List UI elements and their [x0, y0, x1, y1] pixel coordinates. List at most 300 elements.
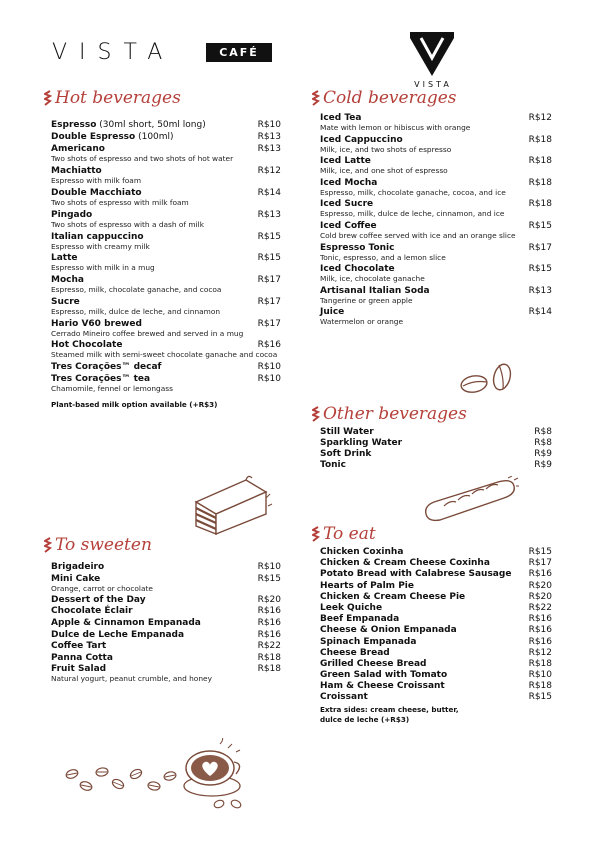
item-price: R$17: [257, 296, 281, 307]
item-price: R$17: [528, 242, 552, 253]
item-name: [51, 595, 146, 605]
menu-item-row: [320, 547, 552, 557]
menu-item-row: [51, 120, 281, 130]
emblem-label: VISTA: [414, 80, 452, 89]
menu-item-row: [320, 637, 552, 647]
item-price: R$20: [528, 580, 552, 591]
item-price: R$10: [528, 670, 552, 681]
menu-item-cheese-bread: [320, 648, 552, 658]
item-name-text: Spinach Empanada: [320, 636, 417, 647]
item-price: R$16: [528, 569, 552, 580]
menu-item-ham-cheese-croissant: [320, 681, 552, 691]
menu-item-dulce-de-leche-empanada: [51, 630, 281, 640]
menu-item-row: [320, 113, 552, 123]
menu-item-row: [51, 275, 281, 285]
menu-item-row: [51, 641, 281, 651]
item-description: Two shots of espresso and two shots of hot water: [51, 154, 234, 164]
item-price: R$18: [528, 177, 552, 188]
item-name-text: Chicken & Cream Cheese Pie: [320, 591, 466, 602]
menu-item-tres-cora-es-decaf: [51, 362, 281, 372]
menu-item-row: [51, 562, 281, 572]
item-name: [320, 659, 427, 669]
item-price: R$18: [528, 134, 552, 145]
item-description: Natural yogurt, peanut crumble, and honey: [51, 674, 212, 684]
item-name: [51, 253, 78, 263]
item-name: [51, 297, 80, 307]
menu-item-tres-cora-es-tea: [51, 374, 281, 394]
item-name: [320, 178, 377, 188]
item-description: Cerrado Mineiro coffee brewed and served in a mug: [51, 328, 244, 338]
menu-item-iced-mocha: [320, 178, 552, 198]
menu-item-iced-latte: [320, 156, 552, 176]
section-title-text: To eat: [323, 524, 376, 544]
item-price: R$18: [257, 664, 281, 675]
menu-item-espresso-tonic: [320, 243, 552, 263]
menu-item-row: [51, 653, 281, 663]
item-name-text: Americano: [51, 144, 105, 155]
item-price: R$18: [528, 156, 552, 167]
coffee-beans-icon: [64, 764, 184, 796]
item-price: R$8: [534, 438, 552, 448]
item-name-text: Double Espresso: [51, 132, 136, 143]
item-name: [51, 166, 102, 176]
menu-item-row: [320, 427, 552, 437]
menu-item-row: [51, 362, 281, 372]
menu-item-sucre: [51, 297, 281, 317]
hot-section-title: [44, 88, 181, 108]
menu-item-iced-cappuccino: [320, 135, 552, 155]
item-name-text: Chicken & Cream Cheese Coxinha: [320, 558, 490, 569]
item-name-text: Machiatto: [51, 166, 102, 177]
item-name-text: Iced Sucre: [320, 199, 374, 210]
item-name: [320, 648, 390, 658]
menu-item-row: [51, 630, 281, 640]
menu-item-fruit-salad: [51, 664, 281, 684]
menu-item-row: [320, 438, 552, 448]
item-name: [320, 637, 416, 647]
item-name: [320, 547, 403, 557]
item-name: [51, 340, 122, 350]
item-name: [320, 460, 346, 470]
item-name: [51, 641, 106, 651]
menu-item-grilled-cheese-bread: [320, 659, 552, 669]
item-name: [320, 681, 445, 691]
menu-item-machiatto: [51, 166, 281, 186]
menu-item-row: [320, 264, 552, 274]
menu-item-row: [51, 166, 281, 176]
item-price: R$18: [257, 652, 281, 663]
menu-item-tonic: [320, 460, 552, 470]
item-description: Tangerine or green apple: [320, 295, 413, 305]
menu-item-row: [51, 618, 281, 628]
menu-item-iced-chocolate: [320, 264, 552, 284]
menu-item-sparkling-water: [320, 438, 552, 448]
item-name-text: Mocha: [51, 275, 84, 286]
item-name-text: Double Macchiato: [51, 187, 142, 198]
item-price: R$15: [257, 231, 281, 242]
item-name: [51, 606, 133, 616]
menu-item-green-salad-with-tomato: [320, 670, 552, 680]
menu-item-iced-coffee: [320, 221, 552, 241]
menu-item-potato-bread-with-calabrese-sausage: [320, 569, 552, 579]
item-name-text: Tonic: [320, 460, 346, 470]
item-name: [320, 307, 344, 317]
item-description: Espresso, milk, dulce de leche, and cinnamon: [51, 306, 221, 316]
item-price: R$16: [528, 636, 552, 647]
item-name-text: Ham & Cheese Croissant: [320, 681, 445, 692]
item-name-text: Dulce de Leche Empanada: [51, 629, 185, 640]
sweet-list: [51, 562, 281, 686]
menu-item-row: [320, 135, 552, 145]
menu-item-row: [51, 664, 281, 674]
latte-art-cup-icon: [180, 738, 250, 802]
item-name: [320, 427, 374, 437]
menu-item-row: [320, 286, 552, 296]
item-price: R$18: [528, 681, 552, 692]
item-description: Tonic, espresso, and a lemon slice: [320, 252, 446, 262]
item-name: [51, 562, 104, 572]
item-name-text: Iced Cappuccino: [320, 134, 403, 145]
item-price: R$16: [528, 614, 552, 625]
item-name-text: Potato Bread with Calabrese Sausage: [320, 569, 512, 580]
item-name: [320, 243, 394, 253]
item-name: [51, 144, 105, 154]
item-name: [320, 264, 395, 274]
item-name-text: Italian cappuccino: [51, 231, 144, 242]
item-name-text: Pingado: [51, 209, 93, 220]
item-price: R$18: [528, 199, 552, 210]
menu-item-iced-tea: [320, 113, 552, 133]
menu-item-croissant: [320, 692, 552, 702]
menu-item-row: [320, 156, 552, 166]
item-price: R$14: [257, 187, 281, 198]
menu-item-leek-quiche: [320, 603, 552, 613]
menu-item-row: [320, 692, 552, 702]
item-price: R$8: [534, 427, 552, 437]
item-name-text: Iced Latte: [320, 156, 371, 167]
item-name: [51, 132, 174, 142]
eat-list: [320, 547, 552, 725]
item-description: Espresso with milk in a mug: [51, 263, 155, 273]
menu-item-espresso: [51, 120, 281, 130]
item-name-text: Brigadeiro: [51, 562, 105, 572]
item-price: R$22: [257, 641, 281, 652]
item-name: [51, 653, 113, 663]
section-title-text: Other beverages: [323, 404, 467, 424]
item-name: [51, 232, 144, 242]
item-description: Milk, ice, chocolate ganache: [320, 274, 425, 284]
item-name: [51, 630, 184, 640]
menu-item-americano: [51, 144, 281, 164]
menu-item-dessert-of-the-day: [51, 595, 281, 605]
item-price: R$17: [528, 558, 552, 569]
menu-item-row: [51, 606, 281, 616]
menu-item-row: [51, 374, 281, 384]
menu-item-chocolate-clair: [51, 606, 281, 616]
other-section-title: [312, 404, 467, 424]
coffee-beans-icon: [458, 362, 520, 396]
item-name-text: Espresso: [51, 120, 97, 130]
menu-item-apple-cinnamon-empanada: [51, 618, 281, 628]
menu-item-iced-sucre: [320, 199, 552, 219]
item-name: [51, 618, 201, 628]
item-name-text: Fruit Salad: [51, 664, 107, 675]
item-price: R$15: [257, 573, 281, 584]
section-title-text: Cold beverages: [323, 88, 457, 108]
item-name: [51, 275, 84, 285]
menu-item-row: [320, 681, 552, 691]
item-name-text: Beef Empanada: [320, 614, 400, 625]
item-name: [320, 199, 373, 209]
section-mark-icon: [44, 537, 52, 553]
item-price: R$16: [257, 629, 281, 640]
menu-item-row: [320, 178, 552, 188]
item-description: Two shots of espresso with milk foam: [51, 197, 189, 207]
item-name: [320, 438, 402, 448]
menu-item-artisanal-italian-soda: [320, 286, 552, 306]
menu-item-juice: [320, 307, 552, 327]
menu-item-hearts-of-palm-pie: [320, 581, 552, 591]
menu-item-hot-chocolate: [51, 340, 281, 360]
section-title-text: To sweeten: [55, 535, 152, 555]
item-name: [320, 221, 377, 231]
item-name: [51, 664, 106, 674]
item-price: R$16: [257, 617, 281, 628]
item-name: [320, 135, 403, 145]
coffee-beans-icon: [212, 796, 246, 812]
item-name-text: Panna Cotta: [51, 652, 113, 663]
item-description: Mate with lemon or hibiscus with orange: [320, 123, 471, 132]
cold-section-title: [312, 88, 457, 108]
item-price: R$17: [257, 318, 281, 329]
section-mark-icon: [312, 406, 320, 422]
item-price: R$10: [257, 562, 281, 572]
hot-beverages-list: [51, 120, 281, 410]
item-name-text: Leek Quiche: [320, 602, 383, 613]
item-price: R$10: [257, 120, 281, 130]
item-name: [51, 210, 92, 220]
item-name-text: Tres Corações™ decaf: [51, 362, 162, 373]
item-name-text: Iced Coffee: [320, 220, 377, 231]
item-description: Watermelon or orange: [320, 317, 403, 327]
menu-item-row: [51, 297, 281, 307]
item-name-text: Dessert of the Day: [51, 594, 146, 605]
item-price: R$9: [534, 460, 552, 470]
menu-item-row: [320, 592, 552, 602]
item-name-text: Hot Chocolate: [51, 340, 123, 351]
menu-item-row: [320, 614, 552, 624]
menu-item-coffee-tart: [51, 641, 281, 651]
menu-item-latte: [51, 253, 281, 273]
item-name-text: Latte: [51, 253, 78, 264]
item-price: R$15: [528, 692, 552, 703]
item-description: Two shots of espresso with a dash of milk: [51, 219, 204, 229]
menu-item-row: [51, 132, 281, 142]
cafe-label: CAFÉ: [206, 43, 272, 62]
item-description: Milk, ice, and two shots of espresso: [320, 144, 452, 154]
menu-item-chicken-cream-cheese-coxinha: [320, 558, 552, 568]
menu-item-row: [51, 574, 281, 584]
menu-item-row: [51, 319, 281, 329]
item-name: [320, 581, 414, 591]
menu-item-row: [320, 460, 552, 470]
item-price: R$15: [257, 253, 281, 264]
item-price: R$12: [528, 113, 552, 123]
menu-item-row: [320, 199, 552, 209]
item-name-text: Iced Tea: [320, 113, 362, 123]
item-name: [320, 603, 382, 613]
menu-item-row: [320, 221, 552, 231]
item-name-text: Sparkling Water: [320, 438, 403, 448]
item-name: [320, 592, 465, 602]
item-name: [320, 449, 371, 459]
menu-item-panna-cotta: [51, 653, 281, 663]
item-name: [51, 362, 161, 372]
item-description: Steamed milk with semi-sweet chocolate ganache and cocoa: [51, 350, 278, 360]
menu-item-italian-cappuccino: [51, 232, 281, 252]
item-price: R$9: [534, 449, 552, 459]
item-price: R$16: [257, 340, 281, 351]
item-name-text: Soft Drink: [320, 449, 372, 459]
menu-item-double-macchiato: [51, 188, 281, 208]
cake-slice-icon: [190, 474, 276, 536]
item-name: [320, 286, 430, 296]
section-mark-icon: [312, 526, 320, 542]
menu-item-row: [320, 670, 552, 680]
menu-item-spinach-empanada: [320, 637, 552, 647]
item-price: R$20: [528, 591, 552, 602]
item-name: [320, 625, 457, 635]
item-name: [320, 113, 361, 123]
item-name: [51, 319, 142, 329]
item-price: R$22: [528, 602, 552, 613]
cold-beverages-list: [320, 113, 552, 329]
item-description: Espresso, milk, chocolate ganache, cocoa, and ice: [320, 187, 506, 197]
item-price: R$20: [257, 594, 281, 605]
menu-item-row: [51, 232, 281, 242]
item-name-text: Hario V60 brewed: [51, 318, 142, 329]
menu-item-chicken-coxinha: [320, 547, 552, 557]
item-description: Cold brew coffee served with ice and an orange slice: [320, 230, 516, 240]
item-name-text: Chicken Coxinha: [320, 547, 404, 557]
item-name: [320, 558, 490, 568]
item-price: R$13: [528, 285, 552, 296]
menu-item-pingado: [51, 210, 281, 230]
menu-item-row: [320, 558, 552, 568]
item-name: [51, 374, 150, 384]
section-mark-icon: [44, 90, 52, 106]
menu-item-row: [320, 659, 552, 669]
item-name-text: Artisanal Italian Soda: [320, 285, 430, 296]
item-description: Espresso, milk, chocolate ganache, and cocoa: [51, 285, 222, 295]
item-price: R$15: [528, 547, 552, 557]
other-beverages-list: [320, 427, 552, 471]
item-price: R$12: [528, 647, 552, 658]
item-name-text: Green Salad with Tomato: [320, 670, 448, 681]
menu-item-row: [51, 595, 281, 605]
menu-item-hario-v60-brewed: [51, 319, 281, 339]
section-title-text: Hot beverages: [55, 88, 181, 108]
menu-item-row: [51, 210, 281, 220]
item-description: Espresso with creamy milk: [51, 241, 150, 251]
item-name-text: Cheese Bread: [320, 647, 390, 658]
item-name-text: Juice: [320, 307, 345, 318]
item-name: [320, 614, 399, 624]
menu-item-row: [320, 569, 552, 579]
menu-item-mocha: [51, 275, 281, 295]
menu-item-row: [320, 648, 552, 658]
item-price: R$14: [528, 307, 552, 318]
item-name: [320, 692, 368, 702]
item-name-text: Coffee Tart: [51, 641, 107, 652]
item-name-text: Apple & Cinnamon Empanada: [51, 617, 201, 628]
item-description: Chamomile, fennel or lemongass: [51, 384, 173, 394]
menu-item-row: [51, 340, 281, 350]
menu-item-soft-drink: [320, 449, 552, 459]
item-name: [320, 569, 511, 579]
sweet-section-title: [44, 535, 152, 555]
item-price: R$16: [257, 606, 281, 617]
menu-item-double-espresso: [51, 132, 281, 142]
item-description: Orange, carrot or chocolate: [51, 583, 153, 593]
item-name-text: Still Water: [320, 427, 374, 437]
item-description: Espresso with milk foam: [51, 176, 142, 186]
item-size-note: (100ml): [135, 132, 174, 143]
menu-item-row: [320, 625, 552, 635]
item-name: [51, 120, 206, 130]
menu-item-row: [320, 603, 552, 613]
menu-item-row: [51, 253, 281, 263]
item-name: [51, 188, 142, 198]
menu-item-row: [51, 188, 281, 198]
item-price: R$10: [257, 374, 281, 385]
item-price: R$13: [257, 132, 281, 143]
item-price: R$15: [528, 220, 552, 231]
item-size-note: (30ml short, 50ml long): [96, 120, 206, 130]
item-name-text: Espresso Tonic: [320, 242, 395, 253]
menu-item-row: [320, 449, 552, 459]
section-mark-icon: [312, 90, 320, 106]
item-description: Espresso, milk, dulce de leche, cinnamon, and ice: [320, 209, 505, 219]
item-name-text: Croissant: [320, 692, 368, 703]
menu-item-still-water: [320, 427, 552, 437]
item-name-text: Tres Corações™ tea: [51, 374, 151, 385]
item-price: R$15: [528, 264, 552, 275]
item-price: R$13: [257, 144, 281, 155]
menu-item-row: [320, 243, 552, 253]
menu-item-row: [51, 144, 281, 154]
menu-item-row: [320, 307, 552, 317]
hot-footnote: Plant-based milk option available (+R$3): [51, 399, 218, 409]
menu-item-brigadeiro: [51, 562, 281, 572]
item-name-text: Grilled Cheese Bread: [320, 658, 427, 669]
item-name-text: Iced Chocolate: [320, 264, 395, 275]
menu-item-mini-cake: [51, 574, 281, 594]
menu-item-chicken-cream-cheese-pie: [320, 592, 552, 602]
item-price: R$13: [257, 209, 281, 220]
item-price: R$16: [528, 625, 552, 636]
menu-item-cheese-onion-empanada: [320, 625, 552, 635]
item-price: R$12: [257, 166, 281, 177]
item-name-text: Iced Mocha: [320, 177, 378, 188]
item-description: Milk, ice, and one shot of espresso: [320, 166, 448, 176]
baguette-icon: [420, 476, 520, 526]
eat-footnote: Extra sides: cream cheese, butter, dulce de leche (+R$3): [320, 705, 459, 725]
item-price: R$17: [257, 275, 281, 286]
item-name-text: Sucre: [51, 296, 80, 307]
item-name: [320, 670, 447, 680]
item-name-text: Hearts of Palm Pie: [320, 580, 414, 591]
